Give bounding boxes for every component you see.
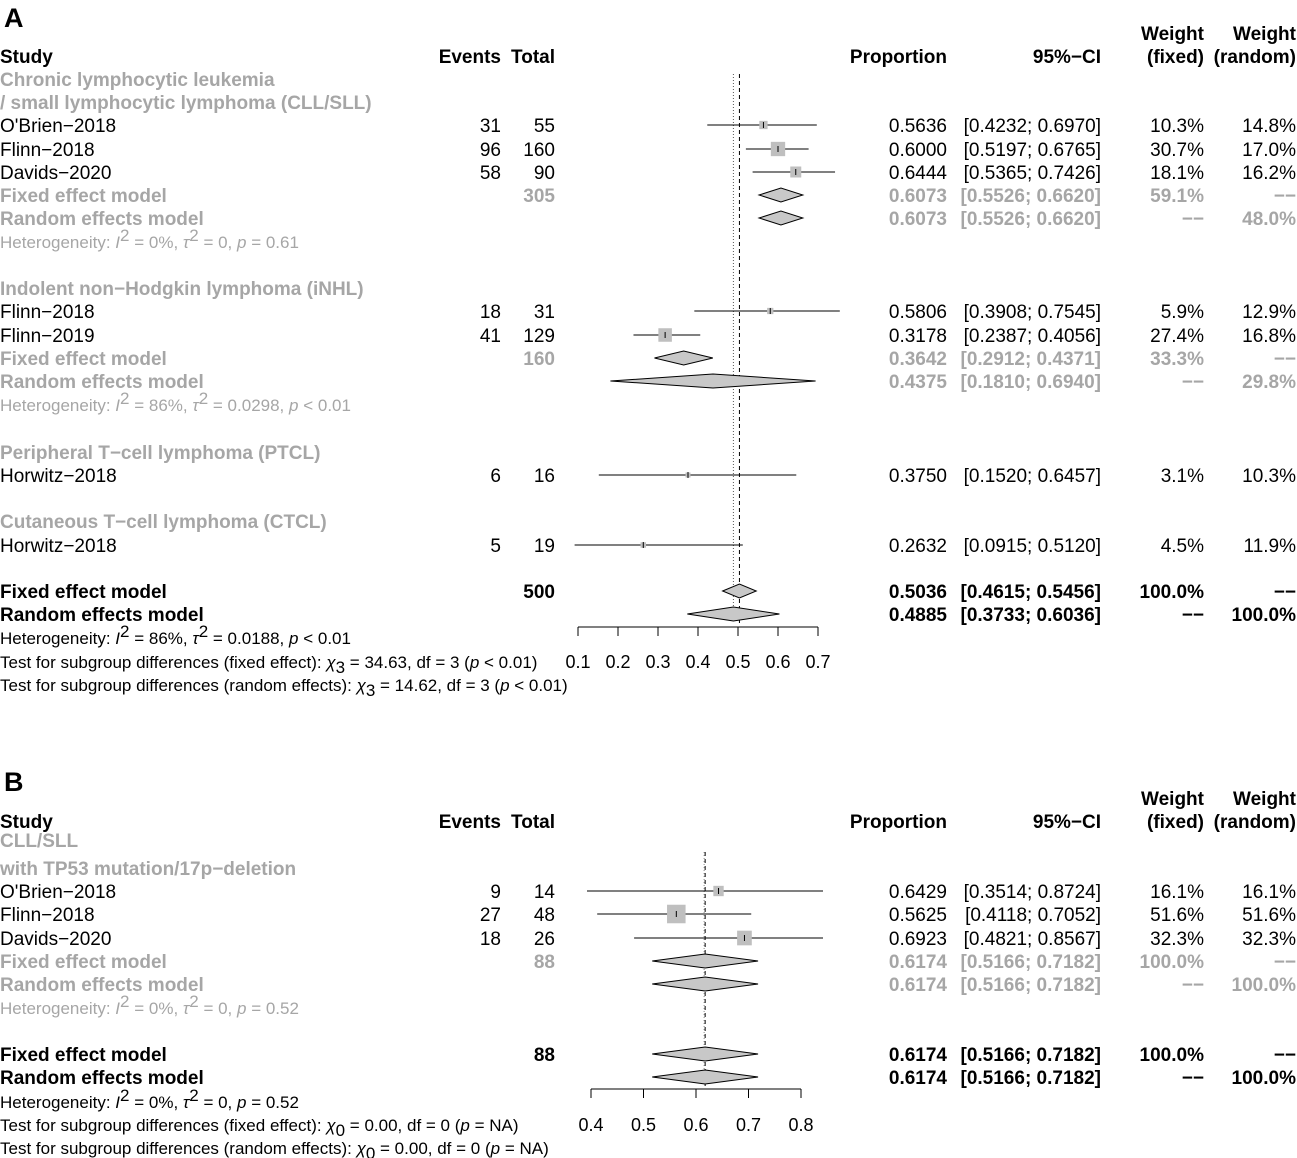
het-prefix: Heterogeneity:: [0, 1093, 116, 1112]
test-label: Test for subgroup differences (random effects):: [0, 1139, 357, 1158]
study-name: O'Brien−2018: [0, 882, 117, 903]
header-study: Study: [0, 812, 53, 833]
subgroup-fixed-ci: [0.5526; 0.6620]: [960, 186, 1101, 207]
forest-panel-b: [0, 767, 1297, 1158]
het-tau-value: = 0,: [198, 233, 237, 252]
subgroup-fixed-proportion: 0.3642: [888, 349, 947, 370]
study-events: 6: [490, 466, 501, 487]
het-i2-value: = 0%,: [129, 1093, 183, 1112]
het-superscript: 2: [198, 622, 209, 641]
subgroup-fixed-weight-random: −−: [1273, 186, 1296, 207]
study-weight-fixed: 4.5%: [1160, 536, 1204, 557]
header-weight-random: Weight: [1233, 789, 1296, 810]
study-proportion: 0.5625: [888, 905, 947, 926]
study-weight-fixed: 18.1%: [1150, 163, 1204, 184]
study-proportion: 0.3178: [888, 326, 947, 347]
panel-letter: A: [4, 3, 24, 33]
study-total: 90: [533, 163, 555, 184]
header-weight-fixed: Weight: [1141, 24, 1204, 45]
test-value: = 34.63, df = 3 (: [345, 653, 470, 672]
subgroup-title: / small lymphocytic lymphoma (CLL/SLL): [0, 93, 372, 114]
het-tau-symbol: τ: [192, 396, 199, 415]
subgroup-test: [0, 653, 537, 677]
subgroup-fixed-proportion: 0.6174: [888, 952, 947, 973]
het-tau-value: = 0.0188,: [208, 629, 290, 648]
x-tick-label: 0.4: [685, 652, 711, 672]
study-name: Horwitz−2018: [0, 536, 117, 557]
study-events: 18: [479, 929, 501, 950]
x-tick-label: 0.7: [805, 652, 831, 672]
het-p-symbol: p: [289, 629, 299, 648]
het-p-value: = 0.52: [246, 999, 299, 1018]
header-study: Study: [0, 47, 53, 68]
het-p-value: = 0.52: [246, 1093, 299, 1112]
study-proportion: 0.5636: [888, 116, 947, 137]
subgroup-random-ci: [0.5526; 0.6620]: [960, 209, 1101, 230]
subgroup-random-label: Random effects model: [0, 372, 204, 393]
het-p-value: = 0.61: [246, 233, 299, 252]
x-tick-label: 0.6: [765, 652, 791, 672]
het-superscript: 2: [198, 389, 209, 408]
header-weight-random: Weight: [1233, 24, 1296, 45]
study-weight-random: 16.2%: [1242, 163, 1296, 184]
study-ci: [0.5197; 0.6765]: [963, 140, 1101, 161]
subgroup-fixed-weight-random: −−: [1273, 952, 1296, 973]
header-proportion: Proportion: [849, 47, 947, 68]
het-superscript: 2: [120, 226, 130, 245]
study-name: Horwitz−2018: [0, 466, 117, 487]
overall-random-proportion: 0.6174: [888, 1068, 947, 1089]
subgroup-random-proportion: 0.6174: [888, 975, 947, 996]
subgroup-fixed-label: Fixed effect model: [0, 186, 167, 207]
test-chi-symbol: χ: [326, 1116, 336, 1135]
study-weight-random: 10.3%: [1242, 466, 1296, 487]
header-weight-fixed: Weight: [1141, 789, 1204, 810]
het-i2-symbol: I: [115, 1093, 121, 1112]
test-p-symbol: p: [469, 653, 480, 672]
study-ci: [0.4118; 0.7052]: [965, 905, 1101, 926]
study-name: Flinn−2019: [0, 326, 95, 347]
header-ci: 95%−CI: [1032, 812, 1101, 833]
het-superscript: 2: [189, 1086, 199, 1105]
study-events: 18: [479, 302, 501, 323]
study-weight-random: 51.6%: [1242, 905, 1296, 926]
het-superscript: 2: [189, 226, 199, 245]
het-i2-symbol: I: [115, 999, 121, 1018]
study-weight-fixed: 27.4%: [1150, 326, 1204, 347]
header-total: Total: [511, 47, 555, 68]
header-proportion: Proportion: [849, 812, 947, 833]
study-ci: [0.0915; 0.5120]: [963, 536, 1101, 557]
header-events: Events: [438, 47, 501, 68]
het-tau-value: = 0.0298,: [208, 396, 290, 415]
test-chi-symbol: χ: [356, 676, 366, 695]
x-tick-label: 0.2: [605, 652, 631, 672]
study-weight-fixed: 16.1%: [1150, 882, 1204, 903]
subgroup-fixed-label: Fixed effect model: [0, 952, 167, 973]
test-p-symbol: p: [490, 1139, 501, 1158]
het-superscript: 2: [189, 992, 199, 1011]
subgroup-random-proportion: 0.6073: [888, 209, 947, 230]
study-proportion: 0.6429: [888, 882, 947, 903]
study-weight-random: 12.9%: [1242, 302, 1296, 323]
overall-fixed-weight-fixed: 100.0%: [1139, 1045, 1204, 1066]
subgroup-test: [0, 1139, 549, 1158]
het-prefix: Heterogeneity:: [0, 999, 116, 1018]
study-weight-random: 16.1%: [1242, 882, 1296, 903]
study-total: 129: [523, 326, 555, 347]
study-name: Flinn−2018: [0, 302, 95, 323]
study-name: Davids−2020: [0, 929, 112, 950]
subgroup-random-label: Random effects model: [0, 209, 204, 230]
het-p-value: < 0.01: [298, 396, 351, 415]
subgroup-random-label: Random effects model: [0, 975, 204, 996]
het-superscript: 2: [120, 389, 130, 408]
x-tick-label: 0.5: [725, 652, 751, 672]
subgroup-title: with TP53 mutation/17p−deletion: [0, 859, 297, 880]
subgroup-fixed-weight-fixed: 100.0%: [1139, 952, 1204, 973]
study-events: 31: [479, 116, 501, 137]
overall-random-diamond: [652, 1070, 758, 1084]
study-total: 14: [533, 882, 555, 903]
study-total: 19: [533, 536, 555, 557]
study-total: 55: [533, 116, 555, 137]
study-name: Flinn−2018: [0, 905, 95, 926]
test-chi-df: 0: [335, 1121, 346, 1140]
study-name: Flinn−2018: [0, 140, 95, 161]
het-i2-value: = 0%,: [129, 233, 183, 252]
subgroup-fixed-proportion: 0.6073: [888, 186, 947, 207]
test-chi-df: 0: [365, 1144, 376, 1158]
overall-fixed-weight-random: −−: [1273, 1045, 1296, 1066]
study-weight-fixed: 5.9%: [1160, 302, 1204, 323]
het-prefix: Heterogeneity:: [0, 396, 116, 415]
subgroup-title: Cutaneous T−cell lymphoma (CTCL): [0, 512, 327, 533]
study-events: 5: [490, 536, 501, 557]
subgroup-fixed-total: 88: [533, 952, 555, 973]
study-weight-random: 17.0%: [1242, 140, 1296, 161]
header-ci: 95%−CI: [1032, 47, 1101, 68]
overall-random-label: Random effects model: [0, 605, 204, 626]
study-total: 160: [523, 140, 555, 161]
overall-fixed-proportion: 0.6174: [888, 1045, 947, 1066]
subgroup-fixed-diamond: [654, 351, 712, 365]
subgroup-fixed-weight-fixed: 59.1%: [1150, 186, 1204, 207]
test-p-symbol: p: [500, 676, 510, 695]
overall-fixed-label: Fixed effect model: [0, 1045, 167, 1066]
test-label: Test for subgroup differences (fixed effect):: [0, 653, 327, 672]
overall-fixed-total: 500: [523, 582, 555, 603]
overall-random-weight-fixed: −−: [1181, 1068, 1204, 1089]
het-i2-value: = 86%,: [129, 396, 193, 415]
study-weight-fixed: 32.3%: [1150, 929, 1204, 950]
x-tick-label: 0.4: [578, 1115, 604, 1135]
subgroup-test: [0, 1116, 519, 1140]
subgroup-title: CLL/SLL: [0, 831, 79, 852]
test-p-symbol: p: [460, 1116, 470, 1135]
subgroup-fixed-weight-random: −−: [1273, 349, 1296, 370]
study-proportion: 0.5806: [888, 302, 947, 323]
study-proportion: 0.3750: [888, 466, 947, 487]
het-superscript: 2: [120, 1086, 130, 1105]
overall-fixed-label: Fixed effect model: [0, 582, 167, 603]
overall-random-weight-random: 100.0%: [1231, 1068, 1296, 1089]
het-p-value: < 0.01: [298, 629, 351, 648]
subgroup-test: [0, 676, 568, 700]
test-value: = 0.00, df = 0 (: [375, 1139, 491, 1158]
study-proportion: 0.6923: [888, 929, 947, 950]
het-p-symbol: p: [237, 999, 247, 1018]
het-prefix: Heterogeneity:: [0, 629, 116, 648]
het-tau-value: = 0,: [198, 1093, 237, 1112]
het-i2-symbol: I: [115, 233, 121, 252]
study-ci: [0.5365; 0.7426]: [963, 163, 1101, 184]
study-name: O'Brien−2018: [0, 116, 117, 137]
x-tick-label: 0.5: [630, 1115, 657, 1135]
study-events: 58: [479, 163, 501, 184]
forest-panel-a: [0, 3, 1297, 700]
subgroup-fixed-total: 160: [523, 349, 555, 370]
het-superscript: 2: [120, 992, 130, 1011]
test-tail: < 0.01): [479, 653, 538, 672]
study-ci: [0.3514; 0.8724]: [963, 882, 1101, 903]
overall-random-ci: [0.3733; 0.6036]: [960, 605, 1101, 626]
overall-fixed-weight-random: −−: [1273, 582, 1296, 603]
x-tick-label: 0.8: [788, 1115, 814, 1135]
overall-random-ci: [0.5166; 0.7182]: [960, 1068, 1101, 1089]
subgroup-random-weight-fixed: −−: [1181, 209, 1204, 230]
panel-letter: B: [4, 767, 24, 797]
x-tick-label: 0.7: [735, 1115, 762, 1135]
study-weight-random: 32.3%: [1242, 929, 1296, 950]
study-weight-fixed: 51.6%: [1150, 905, 1204, 926]
study-total: 48: [533, 905, 555, 926]
subgroup-fixed-label: Fixed effect model: [0, 349, 167, 370]
study-proportion: 0.6000: [888, 140, 947, 161]
study-name: Davids−2020: [0, 163, 112, 184]
header-random: (random): [1213, 47, 1296, 68]
test-tail: = NA): [469, 1116, 519, 1135]
study-weight-fixed: 10.3%: [1150, 116, 1204, 137]
study-proportion: 0.6444: [888, 163, 947, 184]
study-ci: [0.2387; 0.4056]: [963, 326, 1101, 347]
study-weight-random: 16.8%: [1242, 326, 1296, 347]
study-weight-fixed: 30.7%: [1150, 140, 1204, 161]
het-tau-symbol: τ: [182, 1093, 190, 1112]
overall-fixed-diamond: [652, 1047, 758, 1061]
subgroup-title: Chronic lymphocytic leukemia: [0, 70, 275, 91]
study-weight-fixed: 3.1%: [1160, 466, 1204, 487]
subgroup-random-diamond: [610, 374, 815, 388]
het-i2-value: = 0%,: [129, 999, 183, 1018]
subgroup-random-weight-fixed: −−: [1181, 975, 1204, 996]
het-tau-symbol: τ: [182, 233, 190, 252]
study-total: 31: [533, 302, 555, 323]
subgroup-random-weight-random: 100.0%: [1231, 975, 1296, 996]
study-events: 9: [490, 882, 501, 903]
subgroup-title: Indolent non−Hodgkin lymphoma (iNHL): [0, 279, 364, 300]
het-superscript: 2: [120, 622, 130, 641]
het-i2-value: = 86%,: [129, 629, 193, 648]
study-total: 16: [533, 466, 555, 487]
het-p-symbol: p: [237, 233, 247, 252]
test-tail: < 0.01): [509, 676, 568, 695]
header-events: Events: [438, 812, 501, 833]
study-weight-random: 11.9%: [1243, 536, 1296, 557]
study-ci: [0.4821; 0.8567]: [963, 929, 1101, 950]
overall-fixed-ci: [0.4615; 0.5456]: [960, 582, 1101, 603]
test-value: = 14.62, df = 3 (: [375, 676, 501, 695]
subgroup-random-ci: [0.5166; 0.7182]: [960, 975, 1101, 996]
het-i2-symbol: I: [115, 629, 121, 648]
subgroup-random-weight-fixed: −−: [1181, 372, 1204, 393]
study-proportion: 0.2632: [888, 536, 947, 557]
study-weight-random: 14.8%: [1242, 116, 1296, 137]
het-prefix: Heterogeneity:: [0, 233, 116, 252]
subgroup-fixed-ci: [0.5166; 0.7182]: [960, 952, 1101, 973]
header-fixed: (fixed): [1147, 47, 1204, 68]
overall-heterogeneity: [0, 1086, 299, 1112]
overall-fixed-total: 88: [533, 1045, 555, 1066]
subgroup-fixed-diamond: [652, 954, 758, 968]
subgroup-random-ci: [0.1810; 0.6940]: [960, 372, 1101, 393]
overall-random-label: Random effects model: [0, 1068, 204, 1089]
header-total: Total: [511, 812, 555, 833]
het-p-symbol: p: [289, 396, 299, 415]
subgroup-fixed-ci: [0.2912; 0.4371]: [960, 349, 1101, 370]
overall-fixed-diamond: [723, 584, 757, 598]
subgroup-random-diamond: [759, 211, 803, 225]
study-events: 41: [479, 326, 501, 347]
overall-fixed-weight-fixed: 100.0%: [1139, 582, 1204, 603]
test-label: Test for subgroup differences (random effects):: [0, 676, 357, 695]
overall-fixed-proportion: 0.5036: [888, 582, 947, 603]
test-chi-symbol: χ: [326, 653, 336, 672]
het-tau-value: = 0,: [198, 999, 237, 1018]
study-ci: [0.3908; 0.7545]: [963, 302, 1101, 323]
subgroup-random-weight-random: 48.0%: [1242, 209, 1296, 230]
test-label: Test for subgroup differences (fixed effect):: [0, 1116, 327, 1135]
overall-random-proportion: 0.4885: [888, 605, 947, 626]
test-chi-df: 3: [365, 681, 376, 700]
overall-random-weight-random: 100.0%: [1231, 605, 1296, 626]
x-tick-label: 0.6: [683, 1115, 709, 1135]
overall-random-weight-fixed: −−: [1181, 605, 1204, 626]
overall-fixed-ci: [0.5166; 0.7182]: [960, 1045, 1101, 1066]
study-ci: [0.1520; 0.6457]: [963, 466, 1101, 487]
header-random: (random): [1213, 812, 1296, 833]
study-events: 27: [479, 905, 501, 926]
test-chi-df: 3: [335, 658, 346, 677]
study-events: 96: [479, 140, 501, 161]
x-tick-label: 0.3: [645, 652, 671, 672]
subgroup-fixed-total: 305: [523, 186, 555, 207]
subgroup-random-diamond: [652, 977, 758, 991]
het-tau-symbol: τ: [192, 629, 199, 648]
het-p-symbol: p: [237, 1093, 247, 1112]
overall-random-diamond: [687, 607, 779, 621]
subgroup-fixed-diamond: [759, 188, 803, 202]
header-fixed: (fixed): [1147, 812, 1204, 833]
subgroup-title: Peripheral T−cell lymphoma (PTCL): [0, 443, 321, 464]
subgroup-random-weight-random: 29.8%: [1242, 372, 1296, 393]
subgroup-fixed-weight-fixed: 33.3%: [1150, 349, 1204, 370]
x-tick-label: 0.1: [565, 652, 591, 672]
het-tau-symbol: τ: [182, 999, 190, 1018]
study-total: 26: [533, 929, 555, 950]
study-ci: [0.4232; 0.6970]: [963, 116, 1101, 137]
test-value: = 0.00, df = 0 (: [345, 1116, 461, 1135]
subgroup-random-proportion: 0.4375: [888, 372, 947, 393]
test-tail: = NA): [500, 1139, 549, 1158]
test-chi-symbol: χ: [356, 1139, 366, 1158]
het-i2-symbol: I: [115, 396, 121, 415]
